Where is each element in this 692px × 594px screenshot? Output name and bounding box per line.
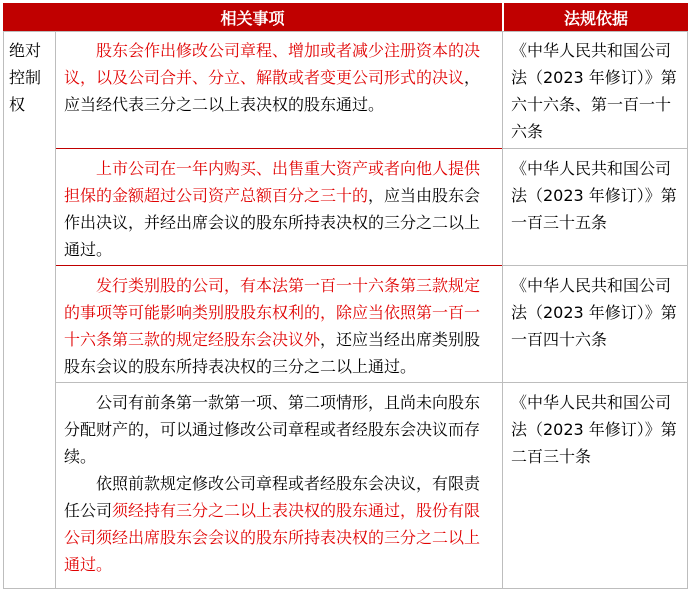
legal-table <box>3 3 688 589</box>
table-row-2-law <box>502 149 688 266</box>
category-label: 绝对控制权 <box>9 41 42 114</box>
table-row-2-matter <box>56 149 502 266</box>
category-cell <box>3 31 56 589</box>
row-4-para-2 <box>64 470 494 578</box>
row-1-matter-red: 股东会作出修改公司章程、增加或者减少注册资本的决议，以及公司合并、分立、解散或者变更公司形式的决议 <box>64 41 481 87</box>
row-2-matter-black: ，应当由股东会作出决议，并经出席会议的股东所持表决权的三分之二以上通过。 <box>64 186 481 259</box>
row-4-para-2-red: 须经持有三分之二以上表决权的股东通过，股份有限公司须经出席股东会会议的股东所持表决权的三分之二以上通过。 <box>64 501 481 574</box>
table-row-3-law <box>502 266 688 383</box>
row-2-matter-red: 上市公司在一年内购买、出售重大资产或者向他人提供担保的金额超过公司资产总额百分之三十的 <box>64 159 481 205</box>
row-1-matter-black: ，应当经代表三分之二以上表决权的股东通过。 <box>64 68 481 114</box>
table-row-3-matter <box>56 266 502 383</box>
row-3-matter-text <box>64 272 494 380</box>
row-2-matter-text <box>64 155 494 263</box>
table-row-1-law <box>502 31 688 149</box>
row-4-law-text: 《中华人民共和国公司法（2023 年修订）》第二百三十条 <box>511 393 677 466</box>
row-3-law-text: 《中华人民共和国公司法（2023 年修订）》第一百四十六条 <box>511 276 677 349</box>
row-2-law-text: 《中华人民共和国公司法（2023 年修订）》第一百三十五条 <box>511 159 677 232</box>
row-3-matter-red: 发行类别股的公司，有本法第一百一十六条第三款规定的事项等可能影响类别股股东权利的，除应当依照第一百一十六条第三款的规定经股东会决议外 <box>64 276 481 349</box>
row-4-para-1: 公司有前条第一款第一项、第二项情形，且尚未向股东分配财产的，可以通过修改公司章程或者经股东会决议而存续。 <box>64 393 481 466</box>
row-3-matter-black: ，还应当经出席类别股股东会议的股东所持表决权的三分之二以上通过。 <box>64 330 481 376</box>
header-matter: 相关事项 <box>3 3 502 31</box>
row-1-matter-text <box>64 37 494 118</box>
table-row-1-matter <box>56 31 502 149</box>
header-law: 法规依据 <box>502 3 688 31</box>
row-4-para-2-black: 依照前款规定修改公司章程或者经股东会决议，有限责任公司 <box>64 474 481 520</box>
table-row-4-matter <box>56 383 502 589</box>
row-1-law-text: 《中华人民共和国公司法（2023 年修订）》第六十六条、第一百一十六条 <box>511 41 677 141</box>
table-row-4-law <box>502 383 688 589</box>
